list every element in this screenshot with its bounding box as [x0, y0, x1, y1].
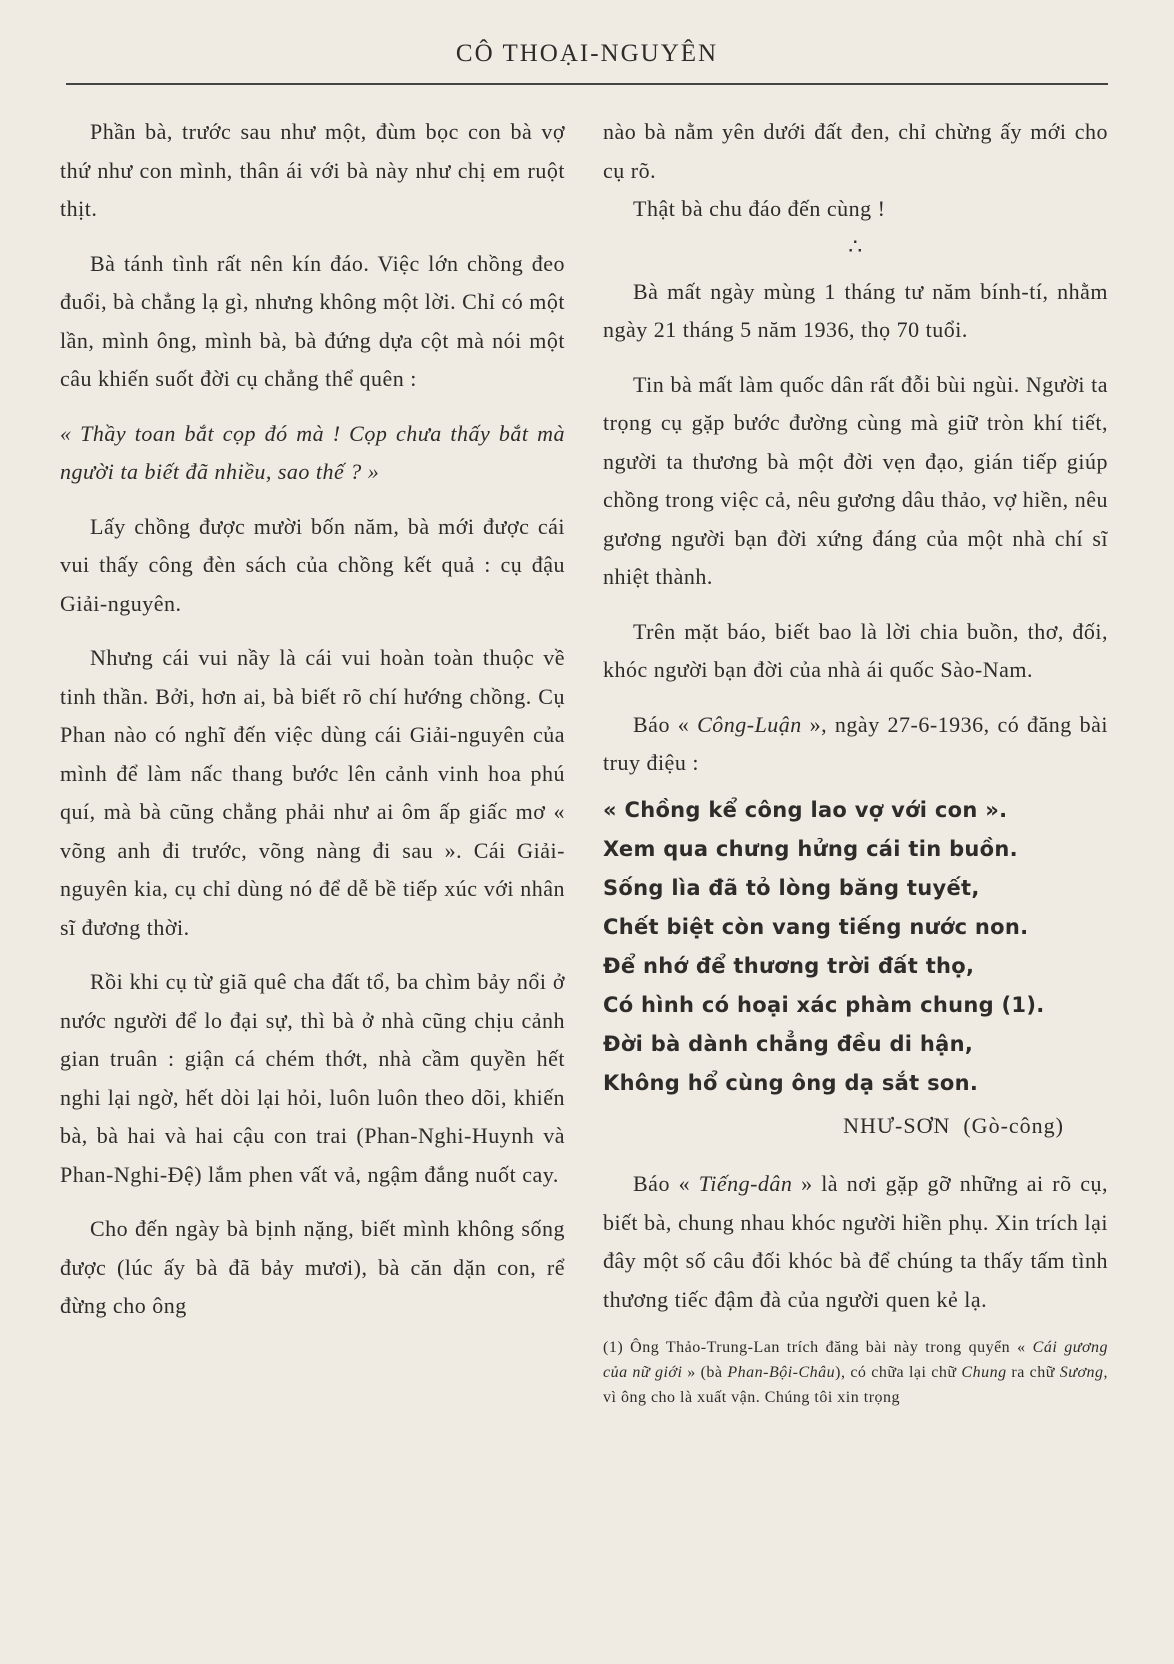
author-place: (Gò-công) — [963, 1112, 1064, 1138]
continuation-text: nào bà nằm yên dưới đất đen, chỉ chừng ấy mới cho cụ rõ. — [603, 119, 1108, 183]
text: ra chữ — [1006, 1364, 1060, 1381]
newspaper-name: Tiếng-dân — [698, 1171, 793, 1196]
paragraph: Nhưng cái vui nầy là cái vui hoàn toàn thuộc về tinh thần. Bởi, hơn ai, bà biết rõ chí hướng chồng. Cụ Phan nào có nghĩ đến việc dùng cái Giải-nguyên của mình để làm nấc thang bước lên cảnh vinh hoa phú quí, mà bà cũng chẳng phải như ai ôm ấp giấc mơ « võng anh đi trước, võng nàng đi sau ». Cái Giải-nguyên kia, cụ chỉ dùng nó để dễ bề tiếp xúc với nhân sĩ đương thời. — [60, 645, 565, 940]
poem-line: Đời bà dành chẳng đều di hận, — [603, 1031, 974, 1056]
poem-line: Có hình có hoại xác phàm chung (1). — [603, 992, 1045, 1017]
author-ref: Phan-Bội-Châu — [727, 1364, 836, 1381]
paragraph: Thật bà chu đáo đến cùng ! — [633, 196, 886, 221]
text: , vì ông cho là xuất vận. Chúng tôi xin trọng — [603, 1364, 1109, 1406]
text: (1) Ông Thảo-Trung-Lan trích đăng bài này trong quyển « — [603, 1339, 1033, 1356]
text: » là nơi gặp gỡ những ai rõ cụ, biết bà, chung nhau khóc người hiền phụ. Xin trích lại đây một số câu đối khóc bà để chúng ta thấy tấm tình thương tiếc đậm đà của người quen kẻ lạ. — [603, 1171, 1108, 1312]
text: » (bà — [682, 1364, 728, 1381]
paragraph: Bà mất ngày mùng 1 tháng tư năm bính-tí, nhằm ngày 21 tháng 5 năm 1936, thọ 70 tuổi. — [603, 278, 1108, 342]
poem — [603, 791, 1108, 1103]
paragraph — [603, 1165, 1108, 1319]
poem-line: « Chồng kể công lao vợ với con ». — [603, 797, 1008, 822]
section-separator: ∴ — [848, 233, 863, 259]
paragraph: Rồi khi cụ từ giã quê cha đất tổ, ba chìm bảy nổi ở nước người để lo đại sự, thì bà ở nhà cũng chịu cảnh gian truân : giận cá chém thớt, nhà cầm quyền hết nghi lại ngờ, hết dòi lại hỏi, luôn luôn theo dõi, khiến bà, bà hai và hai cậu con trai (Phan-Nghi-Huynh và Phan-Nghi-Đệ) lắm phen vất vả, ngậm đắng nuốt cay. — [60, 969, 565, 1187]
text: ), có chữa lại chữ — [835, 1364, 962, 1381]
paragraph: Bà tánh tình rất nên kín đáo. Việc lớn chồng đeo đuổi, bà chẳng lạ gì, nhưng không một lời. Chỉ có một lần, mình ông, mình bà, bà đứng dựa cột mà nói một câu khiến suốt đời cụ chẳng thể quên : — [60, 250, 565, 391]
footnote — [603, 1335, 1108, 1410]
word-ref: Sương — [1059, 1364, 1104, 1381]
paragraph: Lấy chồng được mười bốn năm, bà mới được cái vui thấy công đèn sách của chồng kết quả : cụ đậu Giải-nguyên. — [60, 513, 565, 616]
right-column — [603, 113, 1108, 1410]
text: Báo « — [633, 711, 698, 737]
header-divider — [66, 83, 1108, 85]
text: », ngày 27-6-1936, có đăng bài truy điệu : — [603, 711, 1108, 775]
page-title: CÔ THOẠI-NGUYÊN — [455, 40, 719, 67]
paragraph: Tin bà mất làm quốc dân rất đỗi bùi ngùi. Người ta trọng cụ gặp bước đường cùng mà giữ tròn khí tiết, người ta thương bà một đời vẹn đạo, gián tiếp giúp chồng trong việc cả, nêu gương dâu thảo, vợ hiền, nêu gương người bạn đời xứng đáng của một nhà chí sĩ nhiệt thành. — [603, 371, 1108, 589]
paragraph: Trên mặt báo, biết bao là lời chia buồn, thơ, đối, khóc người bạn đời của nhà ái quốc Sào-Nam. — [603, 618, 1108, 682]
newspaper-name: Công-Luận — [697, 711, 802, 737]
quote-paragraph: « Thầy toan bắt cọp đó mà ! Cọp chưa thấy bắt mà người ta biết đã nhiều, sao thế ? » — [60, 420, 565, 484]
author-name: NHƯ-SƠN — [843, 1112, 951, 1138]
poem-line: Chết biệt còn vang tiếng nước non. — [603, 914, 1029, 939]
poem-signature — [603, 1107, 1108, 1146]
paragraph: Cho đến ngày bà bịnh nặng, biết mình không sống được (lúc ấy bà đã bảy mươi), bà căn dặn con, rể đừng cho ông — [60, 1216, 565, 1318]
poem-line: Xem qua chưng hửng cái tin buồn. — [603, 836, 1018, 861]
book-title: Cái gương của nữ giới — [603, 1339, 1109, 1381]
word-ref: Chung — [961, 1364, 1007, 1381]
poem-line: Để nhớ để thương trời đất thọ, — [603, 953, 975, 978]
paragraph: Phần bà, trước sau như một, đùm bọc con bà vợ thứ như con mình, thân ái với bà này như chị em ruột thịt. — [60, 119, 565, 221]
newspaper-intro — [603, 706, 1108, 783]
poem-line: Không hổ cùng ông dạ sắt son. — [603, 1070, 979, 1095]
text: Báo « — [633, 1171, 699, 1196]
poem-line: Sống lìa đã tỏ lòng băng tuyết, — [603, 875, 980, 900]
left-column — [60, 113, 565, 1342]
